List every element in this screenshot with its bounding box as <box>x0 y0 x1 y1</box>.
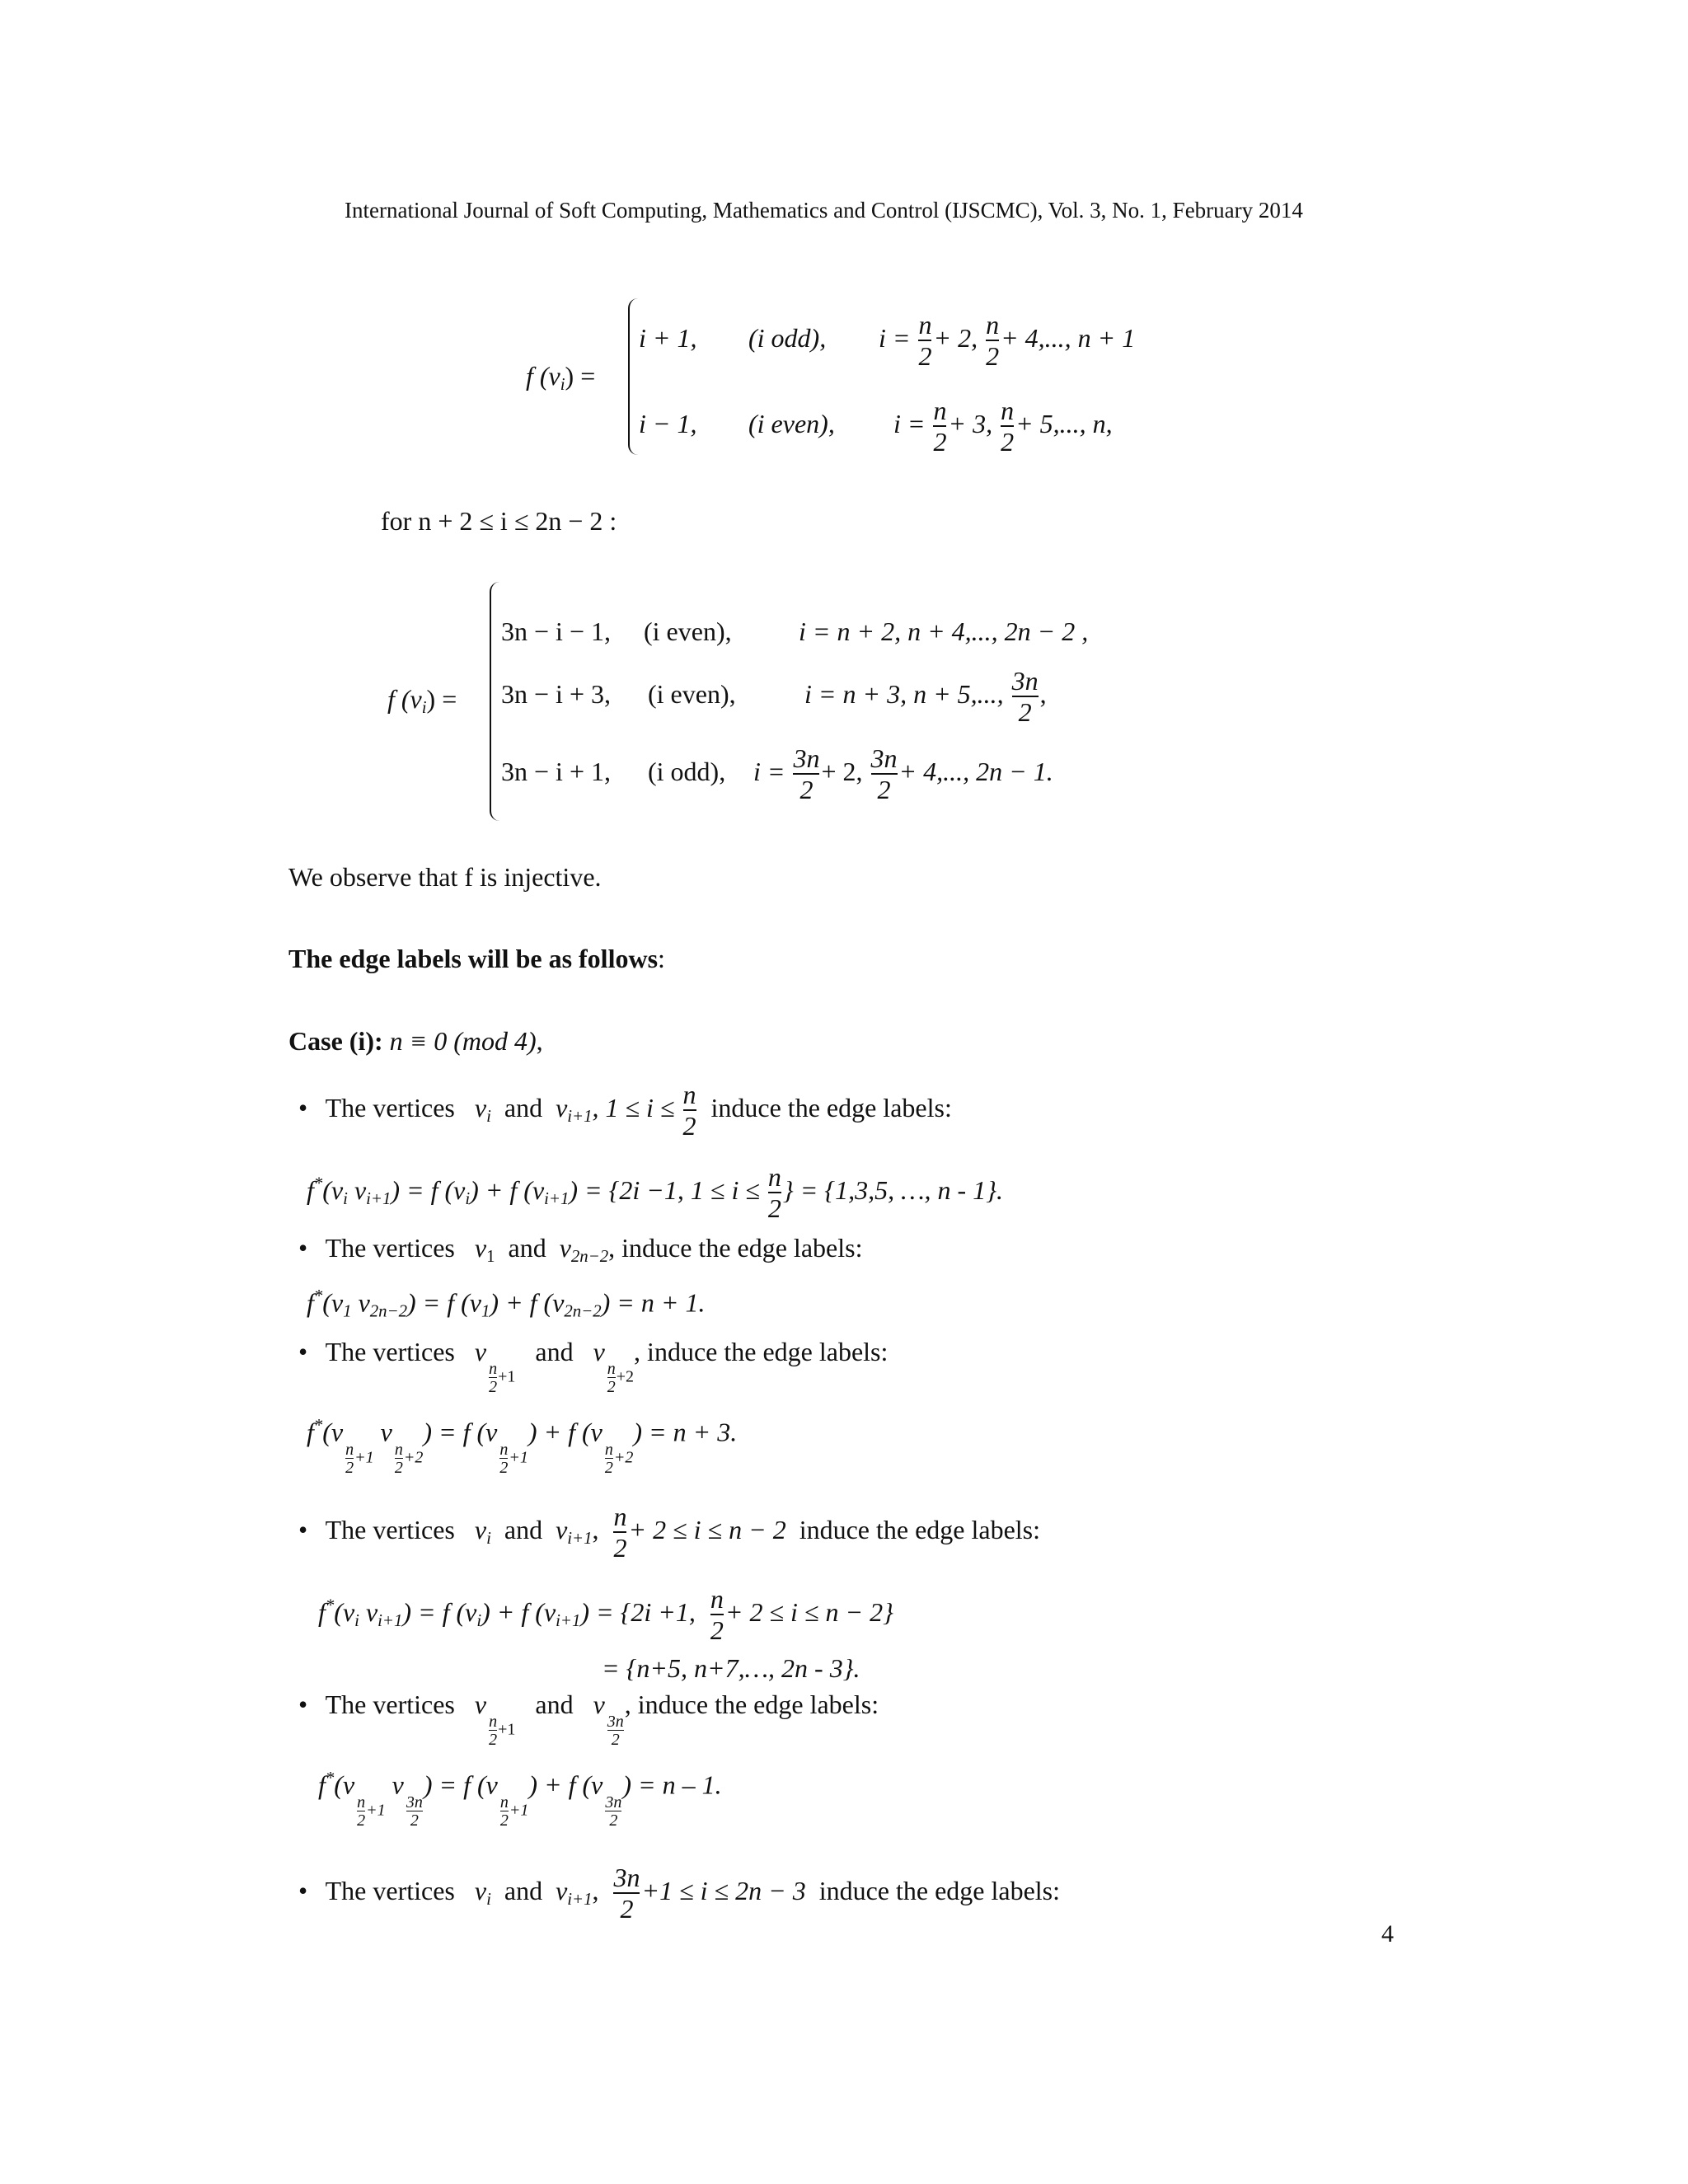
bullet-3: • The vertices v $\frac{n}{2}$ +1 and v $\frac{n}{2}$ +2, induce the edge labels: <box>298 1338 888 1395</box>
observation-text: We observe that f is injective. <box>288 862 602 892</box>
edge-eq-2: $f^*(v_1$ $v_{2n-2}) = f$ $(v_1) + f$ $(v_{2n-2}) = n + 1$. <box>307 1286 706 1321</box>
bullet-4: • The vertices $v_i$ and $v_{i+1}$, $\frac{n}{2}$ + 2 ≤ i ≤ n − 2 induce the edge labels: <box>298 1503 1040 1562</box>
edge-eq-4: $f^*(v_i$ $v_{i+1}) = f$ $(v_i) + f$ $(v_{i+1}) = \{2i +1$, $\frac{n}{2}$ + 2 ≤ i ≤ n − 2} <box>318 1584 893 1645</box>
eq2-row1: 3n − i − 1, (i even), i = n + 2, n + 4,..., 2n − 2 , <box>501 616 1089 646</box>
edge-eq-3: f*(v $\frac{n}{2}$ +1 v $\frac{n}{2}$ +2) = f (v $\frac{n}{2}$ +1) + f (v $\frac{n}{2}$ +2) = n + 3. <box>307 1416 738 1477</box>
edge-eq-1: $f^*(v_i$ $v_{i+1}) = f$ $(v_i) + f$ $(v_{i+1}) = \{2i -1$, 1 ≤ i ≤ $\frac{n}{2}$ } = {1,3,5, …, n - 1}. <box>307 1162 1003 1223</box>
page-number: 4 <box>1381 1920 1394 1947</box>
edge-eq-4-result: = {n+5, n+7,…, 2n - 3}. <box>602 1653 860 1683</box>
edge-eq-5: f*(v $\frac{n}{2}$ +1 v $\frac{3n}{2}$ ) = f (v $\frac{n}{2}$ +1) + f (v $\frac{3n}{2}$ ) = n – 1. <box>318 1769 722 1830</box>
case-i-heading: Case (i): n ≡ 0 (mod 4), <box>288 1026 543 1056</box>
eq2-row2: 3n − i + 3, (i even), i = n + 3, n + 5,..., $\frac{3n}{2}$ , <box>501 666 1047 727</box>
eq2-lhs: f $(v_i)$ = <box>387 684 457 718</box>
eq1-row1: i + 1, (i odd), i = $\frac{n}{2}$ + 2, $\frac{n}{2}$ + 4,..., n + 1 <box>639 310 1136 371</box>
journal-header: International Journal of Soft Computing, Mathematics and Control (IJSCMC), Vol. 3, No. 1, February 2014 <box>345 198 1303 223</box>
for-condition: for n + 2 ≤ i ≤ 2n − 2 : <box>381 506 617 536</box>
bullet-6: • The vertices $v_i$ and $v_{i+1}$, $\frac{3n}{2}$ +1 ≤ i ≤ 2n − 3 induce the edge labels: <box>298 1864 1060 1923</box>
edge-labels-heading: The edge labels will be as follows: <box>288 944 665 973</box>
bullet-1: • The vertices $v_i$ and $v_{i+1}$, 1 ≤ i ≤ $\frac{n}{2}$ induce the edge labels: <box>298 1081 952 1140</box>
bullet-2: • The vertices $v_1$ and $v_{2n-2}$, induce the edge labels: <box>298 1235 862 1266</box>
eq2-row3: 3n − i + 1, (i odd), i = $\frac{3n}{2}$ + 2, $\frac{3n}{2}$ + 4,..., 2n − 1. <box>501 743 1053 804</box>
eq1-row2: i − 1, (i even), i = $\frac{n}{2}$ + 3, $\frac{n}{2}$ + 5,..., n, <box>639 396 1113 457</box>
bullet-5: • The vertices v $\frac{n}{2}$ +1 and v $\frac{3n}{2}$ , induce the edge labels: <box>298 1691 879 1748</box>
eq1-lhs: f $(v_i)$ = <box>526 361 596 395</box>
